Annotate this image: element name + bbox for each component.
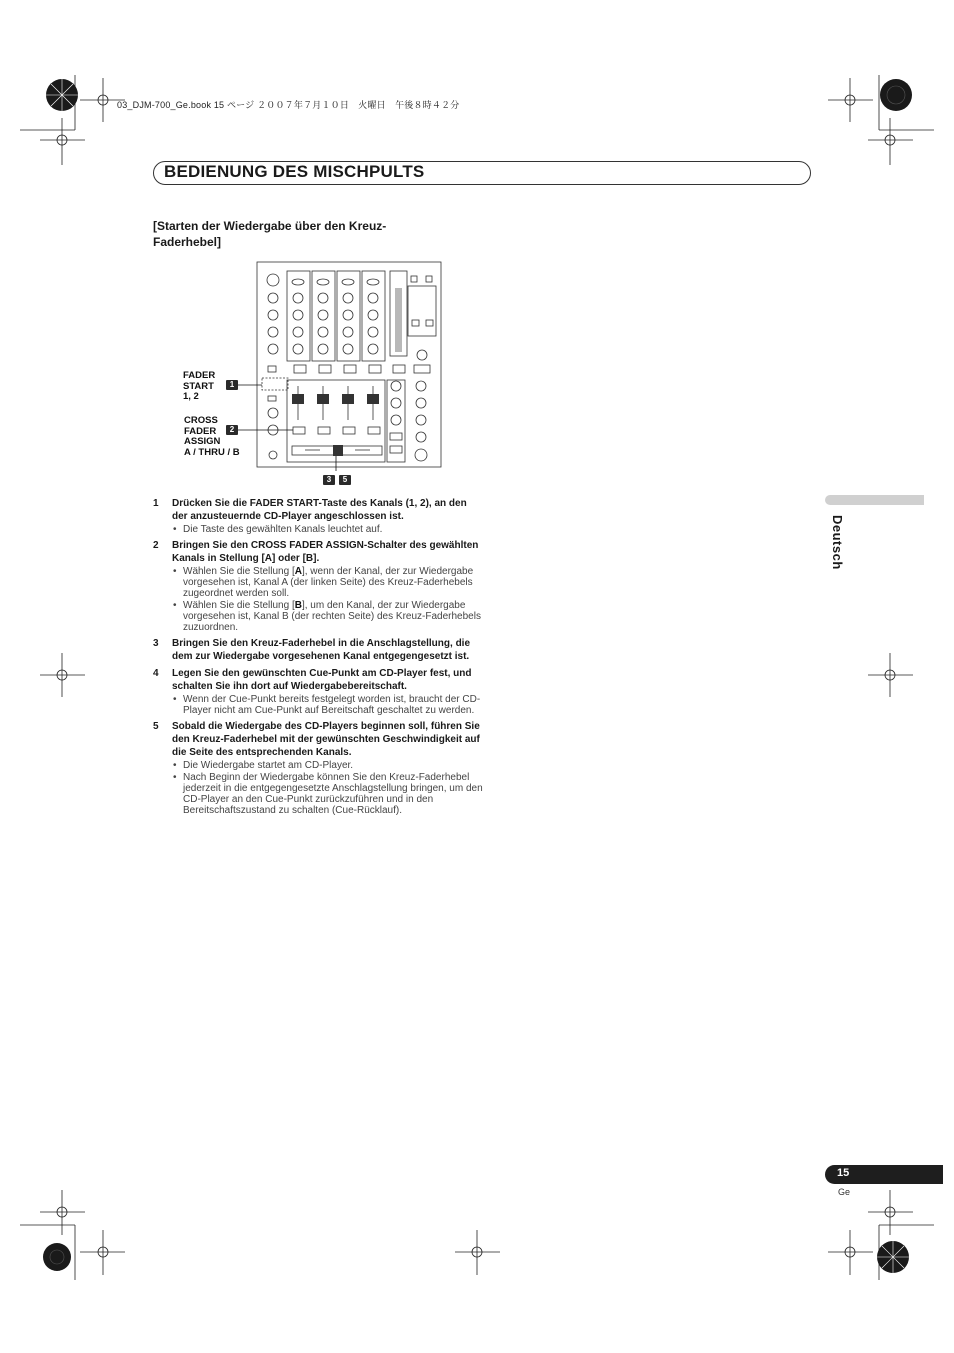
label-fader-start: FADER START 1, 2 xyxy=(183,370,216,402)
step-4-bullet-1: • Wenn der Cue-Punkt bereits festgelegt worden ist, braucht der CD-Player nicht am Cue-Punkt auf Bereitschaft geschaltet zu werden. xyxy=(172,694,483,716)
step-4: 4 Legen Sie den gewünschten Cue-Punkt am CD-Player fest, und schalten Sie ihn dort auf Wiedergabebereitschaft. • Wenn der Cue-Punkt bereits festgelegt worden ist, braucht der CD-Player nicht am Cue-Punkt auf Bereitschaft geschaltet zu werden. xyxy=(153,667,483,716)
step-1-bullet-1: • Die Taste des gewählten Kanals leuchtet auf. xyxy=(172,524,483,535)
step-2-bullet-a: • Wählen Sie die Stellung [A], wenn der Kanal, der zur Wiedergabe vorgesehen ist, Kanal A (der linken Seite) des Kreuz-Faderhebels zugeordnet werden soll. xyxy=(172,566,483,599)
step-2-bullet-b: • Wählen Sie die Stellung [B], um den Kanal, der zur Wiedergabe vorgesehen ist, Kanal B (der rechten Seite) des Kreuz-Faderhebels zuzuordnen. xyxy=(172,600,483,633)
language-label: Deutsch xyxy=(830,515,845,570)
label-cross-fader-assign: CROSS FADER ASSIGN A / THRU / B xyxy=(184,415,240,458)
step-3: 3 Bringen Sie den Kreuz-Faderhebel in die Anschlagstellung, die dem zur Wiedergabe vorgesehenen Kanal entgegengesetzt ist. xyxy=(153,638,471,662)
language-tab xyxy=(825,495,924,505)
steps-list xyxy=(153,497,483,820)
section-heading: [Starten der Wiedergabe über den Kreuz-Faderhebel] xyxy=(153,219,387,249)
callout-3: 3 xyxy=(323,475,335,485)
step-2: 2 Bringen Sie den CROSS FADER ASSIGN-Schalter des gewählten Kanals in Stellung [A] oder [B]. • Wählen Sie die Stellung [A], wenn der Kanal, der zur Wiedergabe vorgesehen ist, Kanal A (der linken Seite) des Kreuz-Faderhebels zugeordnet werden soll. • Wählen Sie die Stellung [B], um den Kanal, der zur Wiedergabe vorgesehen ist, Kanal B (der rechten Seite) des Kreuz-Faderhebels zuzuordnen. xyxy=(153,539,483,633)
page-number: 15 xyxy=(837,1167,850,1179)
print-header-line: 03_DJM-700_Ge.book 15 ページ ２００７年７月１０日 火曜日 午後８時４２分 xyxy=(117,100,460,110)
callout-2: 2 xyxy=(226,425,238,435)
page-title: BEDIENUNG DES MISCHPULTS xyxy=(164,162,425,181)
step-1: 1 Drücken Sie die FADER START-Taste des Kanals (1, 2), an den der anzusteuernde CD-Player angeschlossen ist. • Die Taste des gewählten Kanals leuchtet auf. xyxy=(153,497,483,535)
callout-5: 5 xyxy=(339,475,351,485)
step-5-bullet-1: • Die Wiedergabe startet am CD-Player. xyxy=(172,760,483,771)
step-5: 5 Sobald die Wiedergabe des CD-Players beginnen soll, führen Sie den Kreuz-Faderhebel mit der gewünschten Geschwindigkeit auf die Seite des entsprechenden Kanals. • Die Wiedergabe startet am CD-Player. • Nach Beginn der Wiedergabe können Sie den Kreuz-Faderhebel jederzeit in die entgegengesetzte Anschlagstellung bringen, um den CD-Player an den Cue-Punkt zurückzuführen und in den Bereitschaftszustand zu schalten (Cue-Rücklauf). xyxy=(153,720,483,816)
step-5-bullet-2: • Nach Beginn der Wiedergabe können Sie den Kreuz-Faderhebel jederzeit in die entgegengesetzte Anschlagstellung bringen, um den CD-Player an den Cue-Punkt zurückzuführen und in den Bereitschaftszustand zu schalten (Cue-Rücklauf). xyxy=(172,772,483,816)
callout-1: 1 xyxy=(226,380,238,390)
language-code: Ge xyxy=(838,1187,851,1197)
